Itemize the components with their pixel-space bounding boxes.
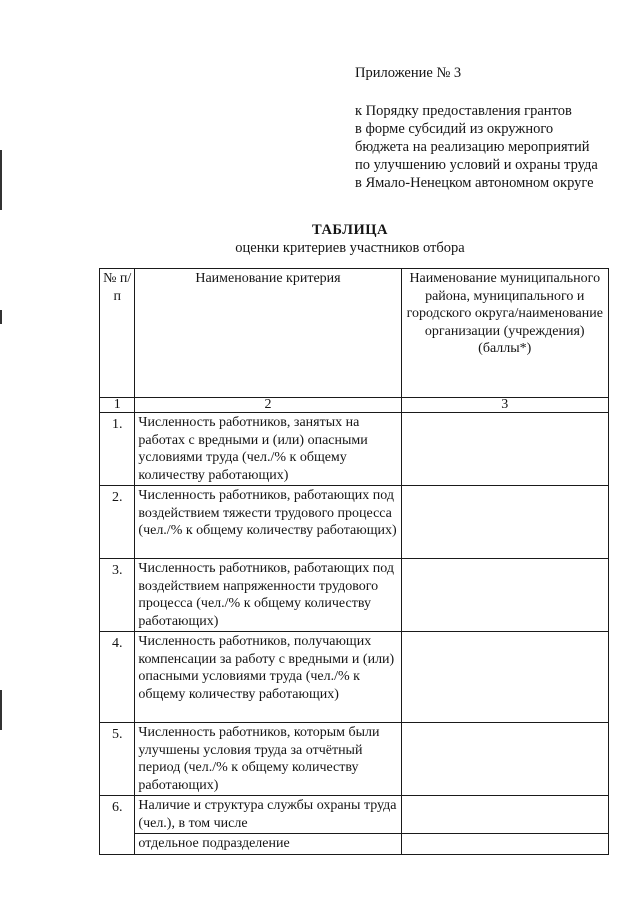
row-criterion: Численность работников, занятых на работах с вредными и (или) опасными условиями труда (чел./% к общему количеству работающих)	[135, 413, 401, 486]
subrow-criterion: отдельное подразделение	[135, 834, 401, 855]
table-header-row	[100, 269, 609, 398]
row-num: 3.	[100, 559, 135, 632]
header-num: № п/п	[100, 269, 135, 398]
table-row	[100, 413, 609, 486]
appendix-line: в Ямало-Ненецком автономном округе	[355, 175, 594, 191]
col-number: 3	[401, 398, 608, 413]
row-criterion: Численность работников, получающих компенсации за работу с вредными и (или) опасными условиями труда (чел./% к общему количеству работающих)	[135, 632, 401, 723]
row-score-cell[interactable]	[401, 559, 608, 632]
row-criterion: Численность работников, работающих под воздействием тяжести трудового процесса (чел./% к общему количеству работающих)	[135, 486, 401, 559]
row-score-cell[interactable]	[401, 486, 608, 559]
table-heading	[0, 221, 640, 257]
table-subtitle: оценки критериев участников отбора	[235, 240, 465, 256]
appendix-line: в форме субсидий из окружного	[355, 121, 554, 137]
appendix-line: по улучшению условий и охраны труда	[355, 157, 598, 173]
row-num: 2.	[100, 486, 135, 559]
row-num: 1.	[100, 413, 135, 486]
row-criterion: Численность работников, которым были улучшены условия труда за отчётный период (чел./% к общему количеству работающих)	[135, 723, 401, 796]
row-criterion: Численность работников, работающих под воздействием напряженности трудового процесса (чел./% к общему количеству работающих)	[135, 559, 401, 632]
row-score-cell[interactable]	[401, 723, 608, 796]
appendix-line: к Порядку предоставления грантов	[355, 103, 572, 119]
appendix-line: бюджета на реализацию мероприятий	[355, 139, 590, 155]
col-number: 1	[100, 398, 135, 413]
subrow-score-cell[interactable]	[401, 834, 608, 855]
table-row	[100, 796, 609, 834]
row-num: 5.	[100, 723, 135, 796]
row-num: 6.	[100, 796, 135, 855]
table-title: ТАБЛИЦА	[312, 222, 388, 238]
scan-edge-mark	[0, 690, 2, 730]
table-row	[100, 632, 609, 723]
appendix-title: Приложение № 3	[355, 65, 462, 81]
row-score-cell[interactable]	[401, 796, 608, 834]
table-row	[100, 723, 609, 796]
appendix-block	[355, 64, 625, 192]
row-score-cell[interactable]	[401, 413, 608, 486]
column-number-row	[100, 398, 609, 413]
col-number: 2	[135, 398, 401, 413]
criteria-table	[99, 268, 609, 855]
scan-edge-mark	[0, 310, 2, 324]
table-row	[100, 559, 609, 632]
row-score-cell[interactable]	[401, 632, 608, 723]
row-num: 4.	[100, 632, 135, 723]
row-criterion: Наличие и структура службы охраны труда (чел.), в том числе	[135, 796, 401, 834]
header-criterion: Наименование критерия	[135, 269, 401, 398]
header-org: Наименование муниципального района, муниципального и городского округа/наименование организации (учреждения) (баллы*)	[401, 269, 608, 398]
table-row	[100, 486, 609, 559]
table-subrow	[100, 834, 609, 855]
scan-edge-mark	[0, 150, 2, 210]
